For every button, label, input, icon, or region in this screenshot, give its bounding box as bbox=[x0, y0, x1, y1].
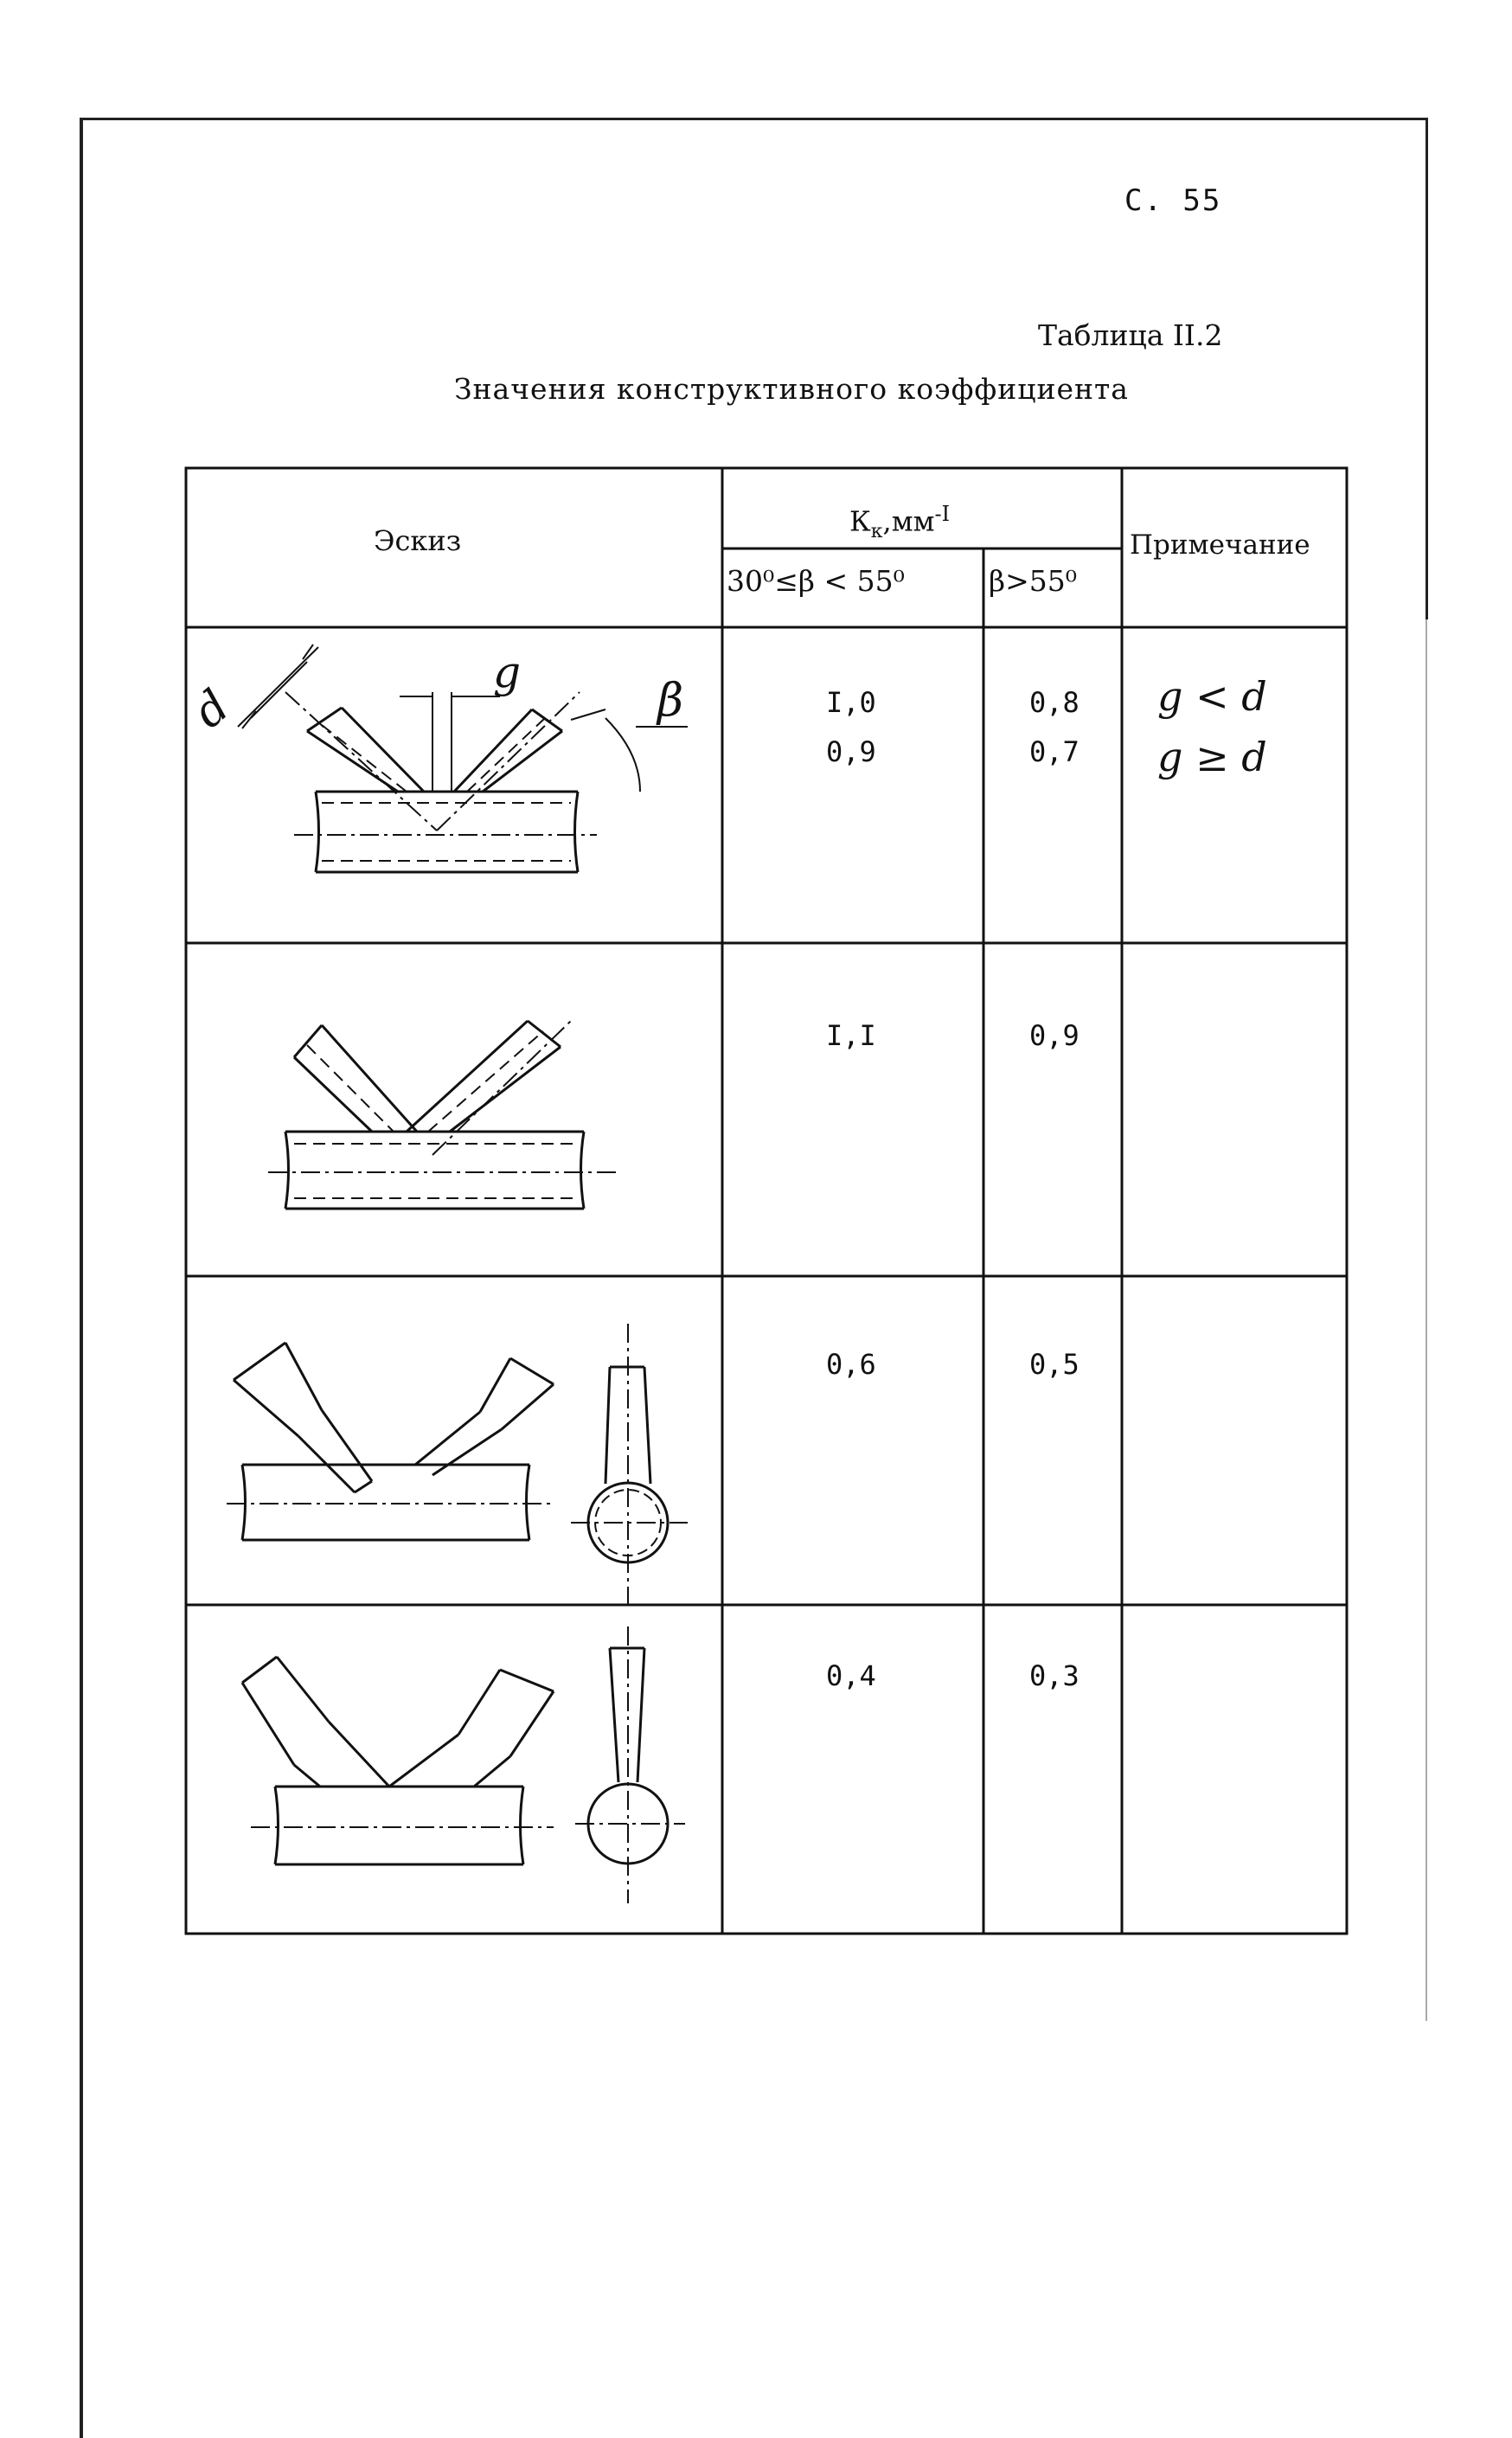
row4-col2-value: 0,3 bbox=[1029, 1659, 1080, 1692]
header-col1: 30⁰≤β < 55⁰ bbox=[727, 564, 905, 598]
row2-col1-value: I,I bbox=[826, 1019, 876, 1052]
row1-note-a: g < d bbox=[1157, 673, 1267, 720]
header-kk-unit: ,мм bbox=[882, 504, 935, 538]
header-kk-symbol: К bbox=[849, 504, 871, 538]
row1-note-b: g ≥ d bbox=[1157, 734, 1267, 780]
header-col2: β>55⁰ bbox=[989, 564, 1077, 598]
sketch-1-label-g: g bbox=[493, 647, 522, 697]
sketch-1-label-beta: β bbox=[657, 675, 684, 727]
page-number: С. 55 bbox=[1124, 183, 1222, 218]
row1-col2-value-a: 0,8 bbox=[1029, 686, 1080, 719]
header-kk-sub: к bbox=[870, 521, 883, 543]
table-label: Таблица II.2 bbox=[1038, 318, 1223, 352]
header-sketch: Эскиз bbox=[374, 524, 462, 557]
row2-col2-value: 0,9 bbox=[1029, 1019, 1080, 1052]
row1-col1-value-b: 0,9 bbox=[826, 735, 876, 768]
row4-col1-value: 0,4 bbox=[826, 1659, 876, 1692]
row1-col1-value-a: I,0 bbox=[826, 686, 876, 719]
sketch-1-label-d: d bbox=[183, 680, 240, 739]
row1-col2-value-b: 0,7 bbox=[1029, 735, 1080, 768]
header-note: Примечание bbox=[1130, 529, 1310, 561]
table-title: Значения конструктивного коэффициента bbox=[454, 372, 1129, 406]
row3-col2-value: 0,5 bbox=[1029, 1348, 1080, 1381]
header-kk-exp: -I bbox=[934, 502, 951, 526]
row3-col1-value: 0,6 bbox=[826, 1348, 876, 1381]
